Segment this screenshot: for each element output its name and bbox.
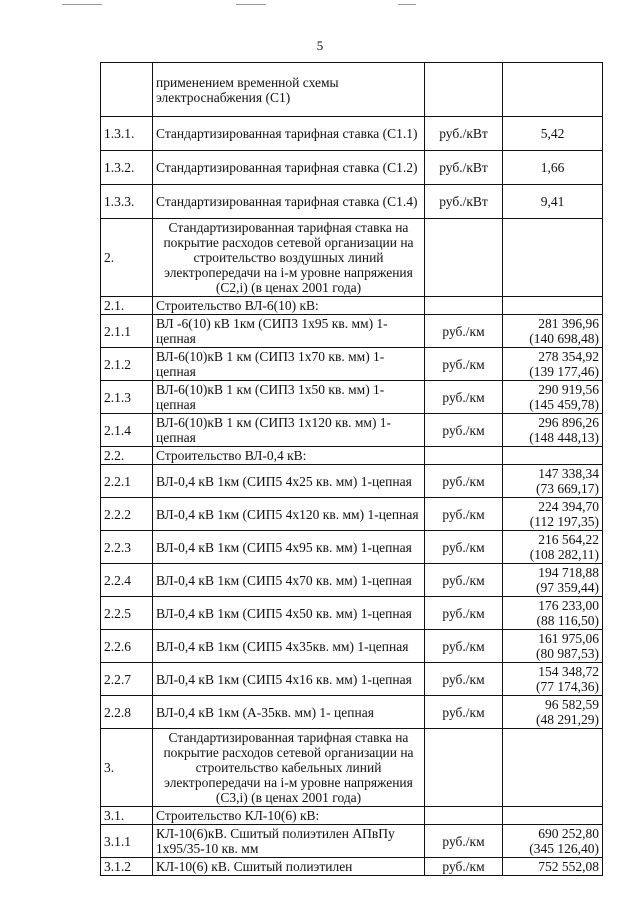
row-name: ВЛ-0,4 кВ 1км (СИП5 4х70 кв. мм) 1-цепная	[153, 564, 425, 597]
row-value	[503, 414, 603, 447]
row-name: ВЛ-0,4 кВ 1км (СИП5 4х35кв. мм) 1-цепная	[153, 630, 425, 663]
row-value	[503, 465, 603, 498]
table-row	[101, 825, 603, 858]
row-unit	[425, 807, 503, 825]
row-value	[503, 696, 603, 729]
row-value	[503, 151, 603, 185]
value-secondary: (77 174,36)	[536, 679, 599, 694]
row-number: 2.2.8	[101, 696, 153, 729]
row-name: Стандартизированная тарифная ставка (С1.4)	[153, 185, 425, 219]
row-unit: руб./км	[425, 498, 503, 531]
row-value	[503, 498, 603, 531]
row-number: 1.3.2.	[101, 151, 153, 185]
row-unit: руб./км	[425, 531, 503, 564]
row-number: 3.	[101, 729, 153, 807]
row-unit: руб./км	[425, 825, 503, 858]
row-name: Строительство ВЛ-6(10) кВ:	[153, 297, 425, 315]
scan-artifact	[236, 4, 266, 5]
row-value	[503, 447, 603, 465]
row-value	[503, 348, 603, 381]
value-secondary: (148 448,13)	[529, 430, 599, 445]
value-primary: 296 896,26	[538, 415, 599, 430]
row-number: 3.1.2	[101, 858, 153, 876]
value-secondary: (97 359,44)	[536, 580, 599, 595]
value-primary: 161 975,06	[538, 631, 599, 646]
row-name: Строительство КЛ-10(6) кВ:	[153, 807, 425, 825]
subsection-row	[101, 807, 603, 825]
value-secondary: (108 282,11)	[529, 547, 599, 562]
row-name: применением временной схемы электроснабжения (С1)	[153, 63, 425, 117]
row-value	[503, 825, 603, 858]
row-number: 3.1.	[101, 807, 153, 825]
value-secondary: (88 116,50)	[536, 613, 599, 628]
row-value	[503, 219, 603, 297]
value-primary: 9,41	[540, 194, 565, 209]
row-number: 2.2.2	[101, 498, 153, 531]
page-number: 5	[316, 38, 324, 53]
table-row	[101, 185, 603, 219]
row-unit	[425, 447, 503, 465]
row-name: ВЛ-6(10)кВ 1 км (СИП3 1х120 кв. мм) 1- цепная	[153, 414, 425, 447]
row-number: 2.1.2	[101, 348, 153, 381]
value-primary: 96 582,59	[545, 697, 599, 712]
row-value	[503, 663, 603, 696]
row-value	[503, 117, 603, 151]
row-number	[101, 63, 153, 117]
row-number: 1.3.1.	[101, 117, 153, 151]
row-name: ВЛ-0,4 кВ 1км (А-35кв. мм) 1- цепная	[153, 696, 425, 729]
value-secondary: (139 177,46)	[529, 364, 599, 379]
row-name: ВЛ-0,4 кВ 1км (СИП5 4х25 кв. мм) 1-цепная	[153, 465, 425, 498]
table-row	[101, 531, 603, 564]
value-primary: 147 338,34	[538, 466, 599, 481]
value-primary: 194 718,88	[538, 565, 599, 580]
value-secondary: (345 126,40)	[529, 841, 599, 856]
value-primary: 278 354,92	[538, 349, 599, 364]
row-number: 1.3.3.	[101, 185, 153, 219]
scan-artifact	[398, 4, 416, 5]
row-name: ВЛ-6(10)кВ 1 км (СИП3 1х70 кв. мм) 1- цепная	[153, 348, 425, 381]
row-value	[503, 630, 603, 663]
row-name: ВЛ-0,4 кВ 1км (СИП5 4х16 кв. мм) 1-цепная	[153, 663, 425, 696]
section-row	[101, 729, 603, 807]
table-row	[101, 315, 603, 348]
row-value	[503, 531, 603, 564]
table-row	[101, 696, 603, 729]
row-unit: руб./км	[425, 696, 503, 729]
row-value	[503, 564, 603, 597]
row-unit: руб./км	[425, 597, 503, 630]
row-value	[503, 807, 603, 825]
table-row	[101, 630, 603, 663]
table-row	[101, 498, 603, 531]
row-unit	[425, 63, 503, 117]
table-row	[101, 465, 603, 498]
row-unit: руб./км	[425, 663, 503, 696]
row-value	[503, 729, 603, 807]
row-value	[503, 597, 603, 630]
value-secondary: (73 669,17)	[536, 481, 599, 496]
row-unit	[425, 219, 503, 297]
row-value	[503, 185, 603, 219]
row-name: ВЛ-0,4 кВ 1км (СИП5 4х120 кв. мм) 1-цепная	[153, 498, 425, 531]
row-unit: руб./км	[425, 465, 503, 498]
subsection-row	[101, 447, 603, 465]
row-unit: руб./км	[425, 348, 503, 381]
row-name: Стандартизированная тарифная ставка на покрытие расходов сетевой организации на строительство воздушных линий электропередачи на i-м уровне напряжения (С2,i) (в ценах 2001 года)	[153, 219, 425, 297]
row-name: КЛ-10(6)кВ. Сшитый полиэтилен АПвПу 1х95/35-10 кв. мм	[153, 825, 425, 858]
row-name: ВЛ-6(10)кВ 1 км (СИП3 1х50 кв. мм) 1-цепная	[153, 381, 425, 414]
table-row	[101, 564, 603, 597]
row-unit: руб./км	[425, 414, 503, 447]
row-unit: руб./км	[425, 381, 503, 414]
table-row	[101, 597, 603, 630]
tariff-table	[100, 62, 603, 876]
table-row	[101, 414, 603, 447]
row-unit: руб./км	[425, 564, 503, 597]
row-number: 3.1.1	[101, 825, 153, 858]
row-unit	[425, 297, 503, 315]
row-name: Стандартизированная тарифная ставка на покрытие расходов сетевой организации на строительство кабельных линий электропередачи на i-м уровне напряжения (С3,i) (в ценах 2001 года)	[153, 729, 425, 807]
table-row	[101, 63, 603, 117]
row-name: Стандартизированная тарифная ставка (С1.2)	[153, 151, 425, 185]
row-unit: руб./кВт	[425, 185, 503, 219]
subsection-row	[101, 297, 603, 315]
row-number: 2.2.5	[101, 597, 153, 630]
row-value	[503, 63, 603, 117]
row-number: 2.1.1	[101, 315, 153, 348]
row-value	[503, 858, 603, 876]
row-number: 2.2.3	[101, 531, 153, 564]
row-unit: руб./км	[425, 630, 503, 663]
value-primary: 752 552,08	[538, 859, 599, 874]
value-secondary: (112 197,35)	[529, 514, 599, 529]
value-primary: 176 233,00	[538, 598, 599, 613]
row-number: 2.1.4	[101, 414, 153, 447]
row-value	[503, 381, 603, 414]
table-row	[101, 348, 603, 381]
row-name: ВЛ -6(10) кВ 1км (СИП3 1х95 кв. мм) 1-цепная	[153, 315, 425, 348]
value-primary: 224 394,70	[538, 499, 599, 514]
value-primary: 1,66	[540, 160, 565, 175]
value-secondary: (140 698,48)	[529, 331, 599, 346]
row-value	[503, 297, 603, 315]
row-name: Строительство ВЛ-0,4 кВ:	[153, 447, 425, 465]
row-value	[503, 315, 603, 348]
row-number: 2.2.7	[101, 663, 153, 696]
row-name: Стандартизированная тарифная ставка (С1.1)	[153, 117, 425, 151]
row-number: 2.2.	[101, 447, 153, 465]
row-number: 2.2.1	[101, 465, 153, 498]
row-name: ВЛ-0,4 кВ 1км (СИП5 4х50 кв. мм) 1-цепная	[153, 597, 425, 630]
value-secondary: (80 987,53)	[536, 646, 599, 661]
row-name: КЛ-10(6) кВ. Сшитый полиэтилен	[153, 858, 425, 876]
row-unit	[425, 729, 503, 807]
tariff-table-body	[101, 63, 603, 876]
value-primary: 216 564,22	[538, 532, 599, 547]
table-row	[101, 858, 603, 876]
value-secondary: (145 459,78)	[529, 397, 599, 412]
row-number: 2.2.4	[101, 564, 153, 597]
row-number: 2.1.3	[101, 381, 153, 414]
section-row	[101, 219, 603, 297]
table-row	[101, 381, 603, 414]
row-unit: руб./кВт	[425, 151, 503, 185]
row-unit: руб./км	[425, 315, 503, 348]
table-row	[101, 151, 603, 185]
row-name: ВЛ-0,4 кВ 1км (СИП5 4х95 кв. мм) 1-цепная	[153, 531, 425, 564]
row-number: 2.	[101, 219, 153, 297]
row-number: 2.1.	[101, 297, 153, 315]
table-row	[101, 117, 603, 151]
row-unit: руб./км	[425, 858, 503, 876]
row-unit: руб./кВт	[425, 117, 503, 151]
value-primary: 281 396,96	[538, 316, 599, 331]
value-primary: 154 348,72	[538, 664, 599, 679]
value-primary: 290 919,56	[538, 382, 599, 397]
value-primary: 690 252,80	[538, 826, 599, 841]
scan-artifact	[62, 4, 102, 5]
value-secondary: (48 291,29)	[536, 712, 599, 727]
table-row	[101, 663, 603, 696]
value-primary: 5,42	[540, 126, 565, 141]
row-number: 2.2.6	[101, 630, 153, 663]
